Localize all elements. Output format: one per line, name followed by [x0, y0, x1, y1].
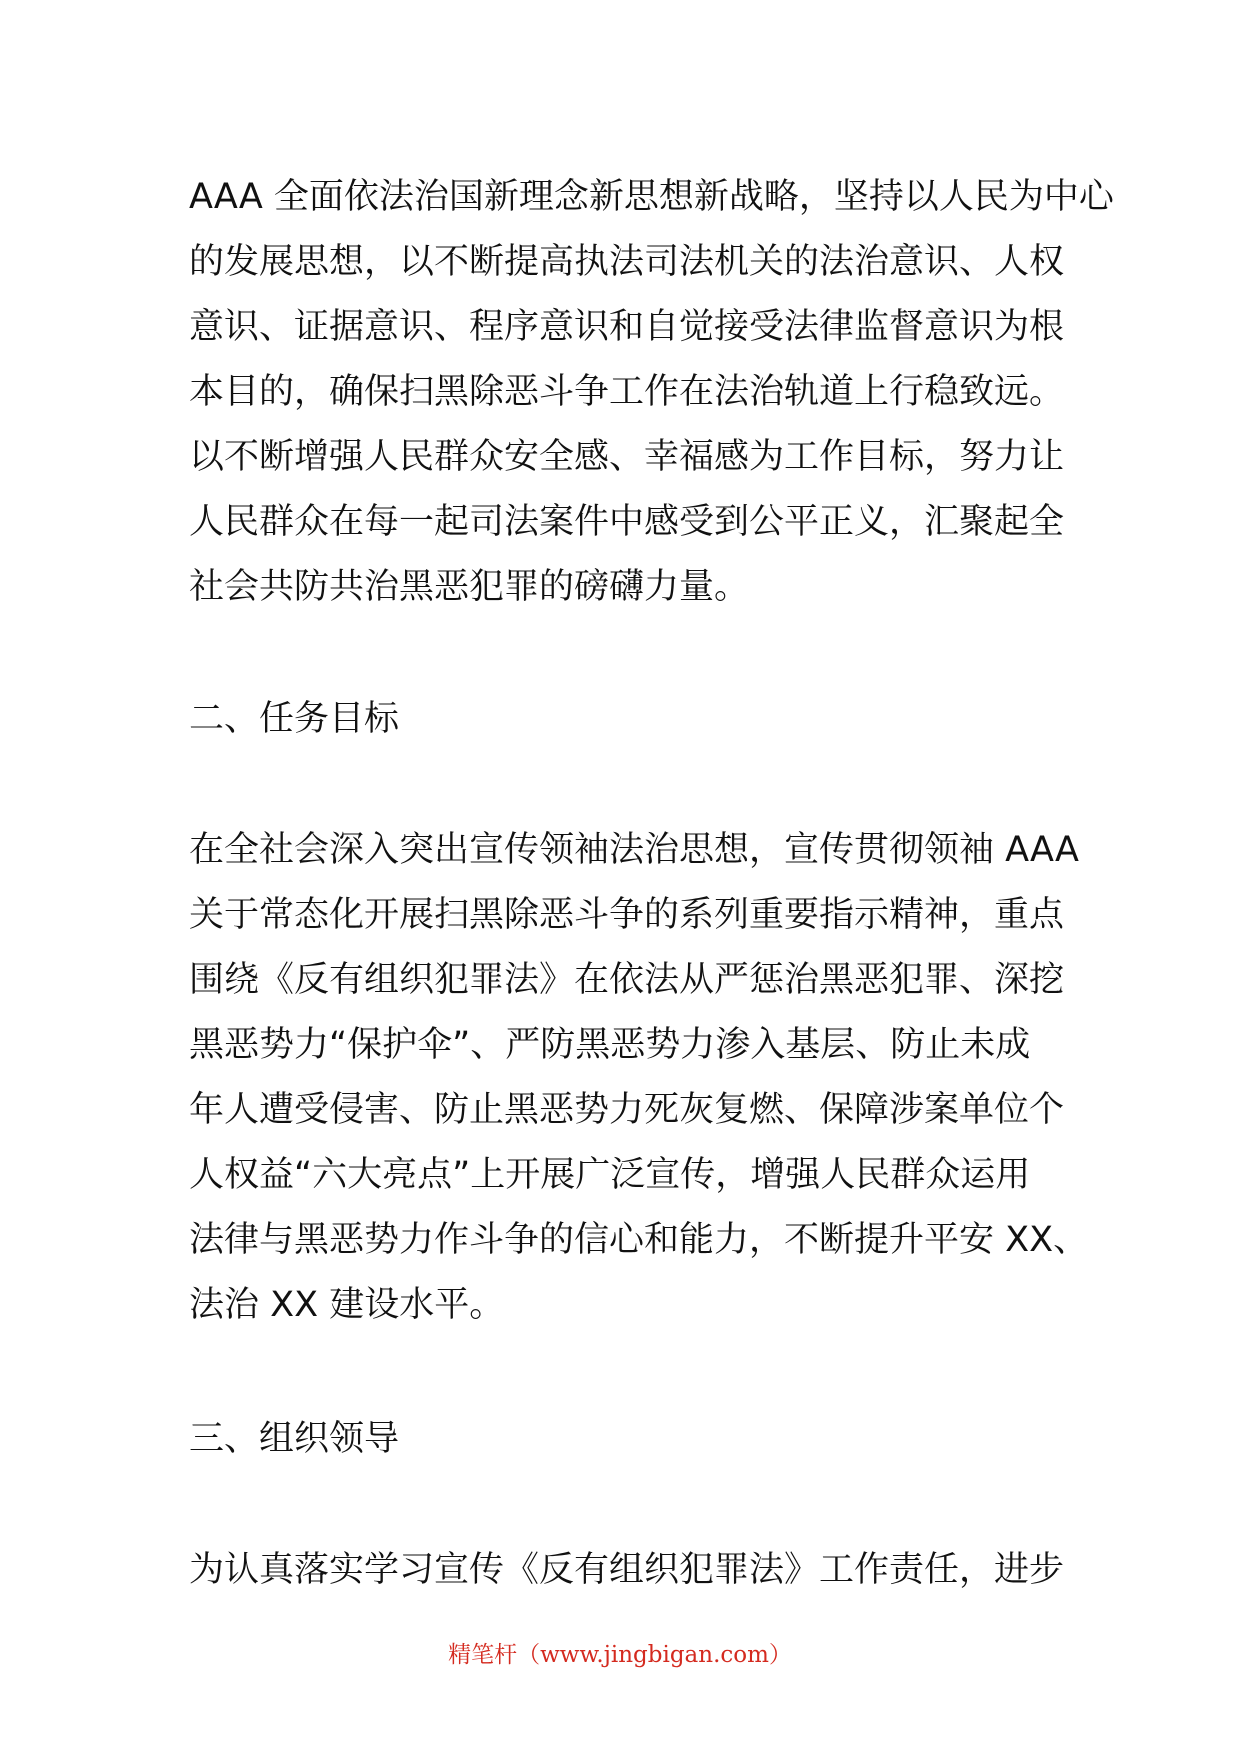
paragraph-line: 的发展思想，以不断提高执法司法机关的法治意识、人权: [189, 242, 1065, 282]
paragraph-line: 意识、证据意识、程序意识和自觉接受法律监督意识为根: [189, 307, 1065, 347]
paragraph-line: 年人遭受侵害、防止黑恶势力死灰复燃、保障涉案单位个: [189, 1090, 1065, 1130]
paragraph-line: 黑恶势力“保护伞”、严防黑恶势力渗入基层、防止未成: [189, 1025, 1031, 1065]
section-heading-task-goals: 二、任务目标: [189, 699, 400, 739]
paragraph-line: 法治 XX 建设水平。: [189, 1285, 505, 1325]
paragraph-line: 关于常态化开展扫黑除恶斗争的系列重要指示精神，重点: [189, 895, 1065, 935]
footer-watermark: 精笔杆（www.jingbigan.com）: [448, 1642, 792, 1668]
paragraph-line: AAA 全面依法治国新理念新思想新战略，坚持以人民为中心: [189, 177, 1114, 217]
paragraph-task-goals: [189, 818, 1089, 1338]
paragraph-line: 以不断增强人民群众安全感、幸福感为工作目标，努力让: [189, 437, 1065, 477]
paragraph-line: 人权益“六大亮点”上开展广泛宣传，增强人民群众运用: [189, 1155, 1031, 1195]
paragraph-organization-leadership: [189, 1538, 1065, 1603]
paragraph-line: 为认真落实学习宣传《反有组织犯罪法》工作责任，进步: [189, 1550, 1065, 1590]
paragraph-line: 围绕《反有组织犯罪法》在依法从严惩治黑恶犯罪、深挖: [189, 960, 1065, 1000]
paragraph-line: 法律与黑恶势力作斗争的信心和能力，不断提升平安 XX、: [189, 1220, 1089, 1260]
paragraph-line: 人民群众在每一起司法案件中感受到公平正义，汇聚起全: [189, 502, 1065, 542]
paragraph-guiding-ideology: [189, 165, 1114, 620]
section-heading-organization-leadership: 三、组织领导: [189, 1419, 400, 1459]
paragraph-line: 社会共防共治黑恶犯罪的磅礴力量。: [189, 567, 750, 607]
paragraph-line: 本目的，确保扫黑除恶斗争工作在法治轨道上行稳致远。: [189, 372, 1065, 412]
paragraph-line: 在全社会深入突出宣传领袖法治思想，宣传贯彻领袖 AAA: [189, 830, 1079, 870]
